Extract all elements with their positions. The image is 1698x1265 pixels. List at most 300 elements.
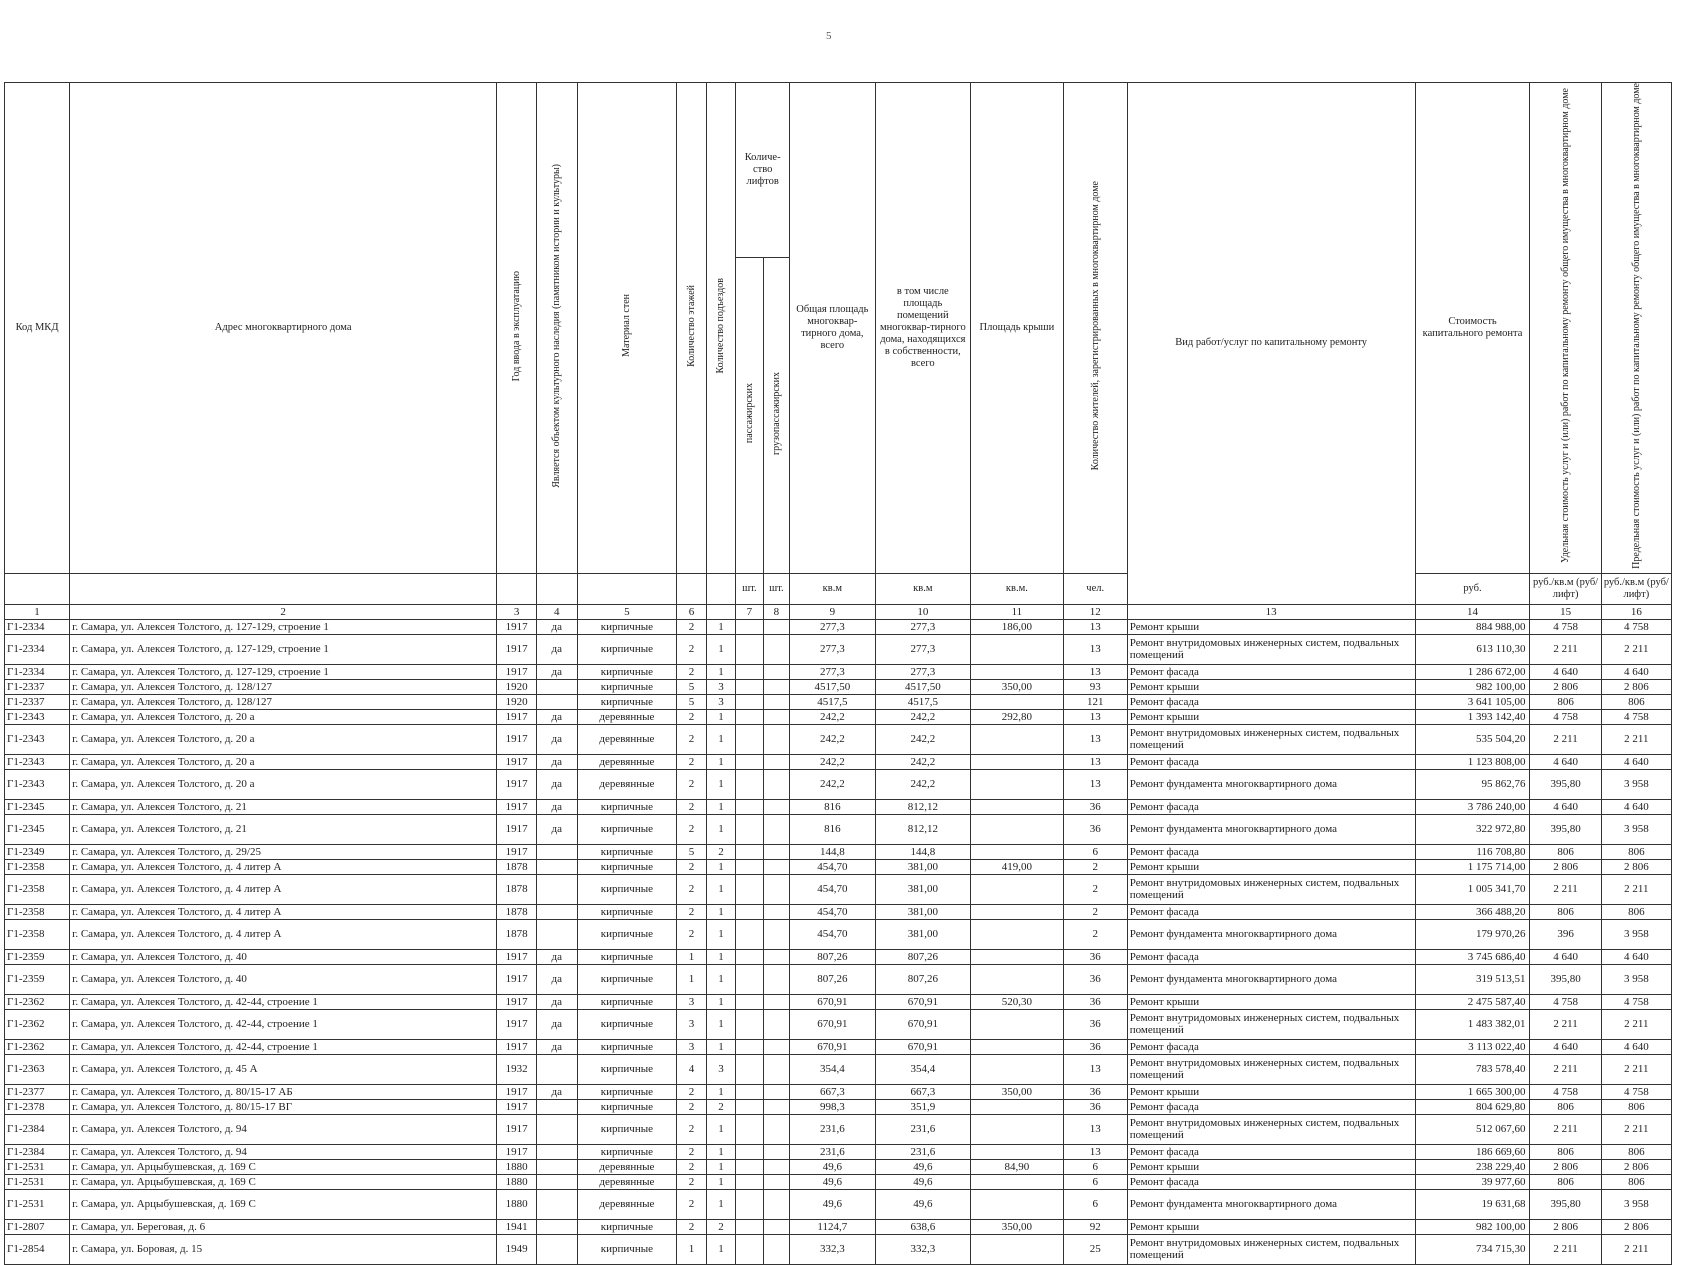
cell-owned-area: 381,00: [875, 859, 971, 874]
cell-floors: 5: [677, 844, 706, 859]
cell-cost: 1 483 382,01: [1415, 1009, 1530, 1039]
cell-lifts-pass: [736, 1099, 763, 1114]
cell-work-type: Ремонт фундамента многоквартирного дома: [1127, 964, 1415, 994]
cell-entrances: 1: [706, 904, 735, 919]
unit-lifts-pass: шт.: [736, 573, 763, 604]
table-row: [5, 799, 1672, 814]
cell-year: 1917: [497, 964, 537, 994]
cell-mkd-code: Г1-2345: [5, 799, 70, 814]
cell-entrances: 2: [706, 1219, 735, 1234]
cell-total-area: 807,26: [790, 949, 875, 964]
cell-lifts-pass: [736, 1234, 763, 1264]
cell-cost: 179 970,26: [1415, 919, 1530, 949]
cell-work-type: Ремонт фасада: [1127, 1099, 1415, 1114]
cell-total-area: 49,6: [790, 1159, 875, 1174]
header-work: Вид работ/услуг по капитальному ремонту: [1127, 83, 1415, 605]
cell-owned-area: 812,12: [875, 814, 971, 844]
header-owned-area: в том числе площадь помещений многоквар-тирного дома, находящихся в собственности, всего: [875, 83, 971, 574]
cell-lifts-cargo: [763, 634, 789, 664]
cell-roof-area: 186,00: [971, 619, 1064, 634]
cell-work-type: Ремонт фасада: [1127, 754, 1415, 769]
cell-limit-cost: 4 758: [1601, 994, 1671, 1009]
cell-heritage: да: [536, 1084, 577, 1099]
cell-lifts-pass: [736, 724, 763, 754]
table-row: [5, 1234, 1672, 1264]
cell-lifts-pass: [736, 1009, 763, 1039]
cell-address: г. Самара, ул. Арцыбушевская, д. 169 С: [70, 1189, 497, 1219]
cell-residents: 36: [1063, 1084, 1127, 1099]
cell-year: 1917: [497, 799, 537, 814]
cell-entrances: 1: [706, 709, 735, 724]
cell-residents: 36: [1063, 1009, 1127, 1039]
cell-mkd-code: Г1-2343: [5, 709, 70, 724]
unit-total-area: кв.м: [790, 573, 875, 604]
cell-floors: 2: [677, 814, 706, 844]
table-row: [5, 1159, 1672, 1174]
cell-roof-area: [971, 634, 1064, 664]
cell-mkd-code: Г1-2358: [5, 874, 70, 904]
cell-unit-cost: 4 758: [1530, 709, 1601, 724]
cell-work-type: Ремонт внутридомовых инженерных систем, подвальных помещений: [1127, 874, 1415, 904]
cell-roof-area: [971, 664, 1064, 679]
cell-lifts-pass: [736, 754, 763, 769]
cell-wall-material: деревянные: [577, 1174, 677, 1189]
cell-work-type: Ремонт внутридомовых инженерных систем, подвальных помещений: [1127, 1009, 1415, 1039]
cell-total-area: 144,8: [790, 844, 875, 859]
cell-mkd-code: Г1-2362: [5, 994, 70, 1009]
cell-residents: 36: [1063, 814, 1127, 844]
cell-entrances: 1: [706, 1174, 735, 1189]
cell-unit-cost: 395,80: [1530, 1189, 1601, 1219]
cell-mkd-code: Г1-2337: [5, 694, 70, 709]
cell-total-area: 242,2: [790, 754, 875, 769]
cell-mkd-code: Г1-2349: [5, 844, 70, 859]
cell-roof-area: [971, 724, 1064, 754]
table-row: [5, 1099, 1672, 1114]
header-cost: Стоимость капитального ремонта: [1415, 83, 1530, 574]
cell-limit-cost: 4 640: [1601, 799, 1671, 814]
cell-heritage: да: [536, 709, 577, 724]
cell-owned-area: 231,6: [875, 1144, 971, 1159]
cell-total-area: 231,6: [790, 1114, 875, 1144]
cell-wall-material: кирпичные: [577, 1009, 677, 1039]
cell-residents: 13: [1063, 1144, 1127, 1159]
cell-lifts-pass: [736, 709, 763, 724]
cell-cost: 982 100,00: [1415, 679, 1530, 694]
page-number: 5: [826, 30, 832, 42]
cell-mkd-code: Г1-2363: [5, 1054, 70, 1084]
cell-owned-area: 231,6: [875, 1114, 971, 1144]
cell-roof-area: [971, 754, 1064, 769]
cell-cost: 238 229,40: [1415, 1159, 1530, 1174]
cell-lifts-cargo: [763, 964, 789, 994]
cell-roof-area: [971, 874, 1064, 904]
unit-lifts-cargo: шт.: [763, 573, 789, 604]
header-lifts-cargo: грузопассажирских: [770, 372, 782, 456]
column-number: 8: [763, 604, 789, 619]
cell-work-type: Ремонт фасада: [1127, 904, 1415, 919]
cell-floors: 5: [677, 679, 706, 694]
column-number: 12: [1063, 604, 1127, 619]
cell-mkd-code: Г1-2334: [5, 619, 70, 634]
cell-floors: 2: [677, 709, 706, 724]
column-number: 15: [1530, 604, 1601, 619]
column-number: 16: [1601, 604, 1671, 619]
cell-lifts-cargo: [763, 1189, 789, 1219]
cell-owned-area: 242,2: [875, 709, 971, 724]
capital-repair-table: [4, 82, 1672, 1265]
cell-roof-area: 350,00: [971, 1084, 1064, 1099]
cell-limit-cost: 4 640: [1601, 754, 1671, 769]
unit-limit-cost: руб./кв.м (руб/лифт): [1601, 573, 1671, 604]
cell-owned-area: 4517,5: [875, 694, 971, 709]
cell-work-type: Ремонт крыши: [1127, 1084, 1415, 1099]
cell-residents: 2: [1063, 904, 1127, 919]
cell-unit-cost: 2 211: [1530, 1234, 1601, 1264]
cell-limit-cost: 3 958: [1601, 919, 1671, 949]
cell-work-type: Ремонт внутридомовых инженерных систем, подвальных помещений: [1127, 1234, 1415, 1264]
cell-lifts-cargo: [763, 664, 789, 679]
cell-wall-material: кирпичные: [577, 964, 677, 994]
cell-work-type: Ремонт внутридомовых инженерных систем, подвальных помещений: [1127, 1114, 1415, 1144]
cell-cost: 1 123 808,00: [1415, 754, 1530, 769]
cell-limit-cost: 4 758: [1601, 619, 1671, 634]
cell-lifts-pass: [736, 919, 763, 949]
cell-entrances: 1: [706, 1009, 735, 1039]
cell-entrances: 1: [706, 724, 735, 754]
header-residents: Количество жителей, зарегистрированных в многоквартирном доме: [1089, 181, 1101, 471]
column-number: 5: [577, 604, 677, 619]
cell-work-type: Ремонт фасада: [1127, 949, 1415, 964]
cell-year: 1917: [497, 1084, 537, 1099]
cell-total-area: 670,91: [790, 1009, 875, 1039]
cell-address: г. Самара, ул. Алексея Толстого, д. 45 А: [70, 1054, 497, 1084]
cell-address: г. Самара, ул. Алексея Толстого, д. 80/15-17 АБ: [70, 1084, 497, 1099]
table-row: [5, 769, 1672, 799]
cell-entrances: 1: [706, 964, 735, 994]
cell-entrances: 1: [706, 919, 735, 949]
cell-unit-cost: 396: [1530, 919, 1601, 949]
cell-address: г. Самара, ул. Алексея Толстого, д. 80/15-17 ВГ: [70, 1099, 497, 1114]
cell-roof-area: [971, 1009, 1064, 1039]
cell-wall-material: кирпичные: [577, 619, 677, 634]
cell-roof-area: [971, 1114, 1064, 1144]
table-row: [5, 919, 1672, 949]
cell-entrances: 1: [706, 664, 735, 679]
cell-address: г. Самара, ул. Алексея Толстого, д. 4 литер А: [70, 859, 497, 874]
cell-lifts-pass: [736, 1144, 763, 1159]
cell-address: г. Самара, ул. Алексея Толстого, д. 20 а: [70, 724, 497, 754]
cell-residents: 13: [1063, 709, 1127, 724]
cell-roof-area: [971, 904, 1064, 919]
table-row: [5, 814, 1672, 844]
cell-residents: 6: [1063, 844, 1127, 859]
cell-heritage: [536, 1219, 577, 1234]
cell-floors: 2: [677, 1114, 706, 1144]
cell-unit-cost: 806: [1530, 1099, 1601, 1114]
cell-cost: 3 113 022,40: [1415, 1039, 1530, 1054]
table-row: [5, 1054, 1672, 1084]
cell-year: 1917: [497, 634, 537, 664]
cell-lifts-cargo: [763, 754, 789, 769]
cell-mkd-code: Г1-2343: [5, 769, 70, 799]
cell-lifts-cargo: [763, 679, 789, 694]
cell-address: г. Самара, ул. Береговая, д. 6: [70, 1219, 497, 1234]
cell-lifts-cargo: [763, 1234, 789, 1264]
cell-owned-area: 807,26: [875, 949, 971, 964]
cell-total-area: 667,3: [790, 1084, 875, 1099]
cell-entrances: 1: [706, 1234, 735, 1264]
cell-owned-area: 381,00: [875, 919, 971, 949]
cell-heritage: да: [536, 994, 577, 1009]
table-row: [5, 844, 1672, 859]
cell-roof-area: [971, 964, 1064, 994]
unit-owned-area: кв.м: [875, 573, 971, 604]
table-row: [5, 1144, 1672, 1159]
cell-mkd-code: Г1-2345: [5, 814, 70, 844]
cell-lifts-cargo: [763, 814, 789, 844]
cell-entrances: 2: [706, 844, 735, 859]
cell-lifts-cargo: [763, 1219, 789, 1234]
cell-residents: 13: [1063, 724, 1127, 754]
cell-floors: 2: [677, 904, 706, 919]
cell-entrances: 1: [706, 799, 735, 814]
cell-address: г. Самара, ул. Алексея Толстого, д. 20 а: [70, 709, 497, 724]
cell-work-type: Ремонт крыши: [1127, 709, 1415, 724]
header-floors: Количество этажей: [685, 284, 697, 367]
cell-roof-area: [971, 1099, 1064, 1114]
cell-lifts-pass: [736, 1084, 763, 1099]
cell-cost: 613 110,30: [1415, 634, 1530, 664]
cell-cost: 783 578,40: [1415, 1054, 1530, 1084]
cell-work-type: Ремонт крыши: [1127, 994, 1415, 1009]
cell-lifts-cargo: [763, 1114, 789, 1144]
table-row: [5, 1189, 1672, 1219]
cell-entrances: 1: [706, 994, 735, 1009]
cell-work-type: Ремонт фасада: [1127, 664, 1415, 679]
cell-year: 1917: [497, 949, 537, 964]
header-roof-area: Площадь крыши: [971, 83, 1064, 574]
cell-owned-area: 242,2: [875, 769, 971, 799]
cell-heritage: да: [536, 799, 577, 814]
cell-total-area: 816: [790, 814, 875, 844]
cell-residents: 36: [1063, 799, 1127, 814]
cell-wall-material: кирпичные: [577, 1084, 677, 1099]
cell-roof-area: 84,90: [971, 1159, 1064, 1174]
cell-roof-area: [971, 919, 1064, 949]
cell-heritage: [536, 1159, 577, 1174]
cell-heritage: да: [536, 814, 577, 844]
cell-lifts-pass: [736, 874, 763, 904]
cell-limit-cost: 2 806: [1601, 679, 1671, 694]
cell-cost: 1 286 672,00: [1415, 664, 1530, 679]
cell-wall-material: кирпичные: [577, 919, 677, 949]
cell-floors: 3: [677, 994, 706, 1009]
cell-owned-area: 351,9: [875, 1099, 971, 1114]
cell-heritage: [536, 859, 577, 874]
cell-owned-area: 381,00: [875, 874, 971, 904]
cell-entrances: 1: [706, 1144, 735, 1159]
cell-cost: 186 669,60: [1415, 1144, 1530, 1159]
cell-heritage: [536, 1054, 577, 1084]
cell-heritage: [536, 904, 577, 919]
cell-cost: 3 745 686,40: [1415, 949, 1530, 964]
cell-address: г. Самара, ул. Алексея Толстого, д. 40: [70, 949, 497, 964]
cell-work-type: Ремонт крыши: [1127, 619, 1415, 634]
table-row: [5, 679, 1672, 694]
cell-wall-material: деревянные: [577, 754, 677, 769]
cell-lifts-cargo: [763, 1054, 789, 1084]
cell-mkd-code: Г1-2854: [5, 1234, 70, 1264]
cell-unit-cost: 2 806: [1530, 679, 1601, 694]
cell-total-area: 231,6: [790, 1144, 875, 1159]
cell-wall-material: деревянные: [577, 769, 677, 799]
cell-entrances: 1: [706, 859, 735, 874]
header-limit-cost: Предельная стоимость услуг и (или) работ по капитальному ремонту общего имущества в многоквартирном доме: [1630, 83, 1642, 569]
cell-work-type: Ремонт крыши: [1127, 1219, 1415, 1234]
cell-unit-cost: 4 758: [1530, 994, 1601, 1009]
column-number: 3: [497, 604, 537, 619]
cell-address: г. Самара, ул. Алексея Толстого, д. 29/25: [70, 844, 497, 859]
cell-owned-area: 242,2: [875, 754, 971, 769]
cell-address: г. Самара, ул. Алексея Толстого, д. 128/127: [70, 679, 497, 694]
cell-residents: 6: [1063, 1159, 1127, 1174]
cell-wall-material: кирпичные: [577, 799, 677, 814]
cell-roof-area: [971, 1189, 1064, 1219]
cell-mkd-code: Г1-2337: [5, 679, 70, 694]
cell-total-area: 454,70: [790, 874, 875, 904]
table-row: [5, 634, 1672, 664]
cell-limit-cost: 2 211: [1601, 1114, 1671, 1144]
cell-lifts-cargo: [763, 874, 789, 904]
cell-unit-cost: 4 758: [1530, 1084, 1601, 1099]
cell-limit-cost: 4 640: [1601, 664, 1671, 679]
cell-heritage: [536, 844, 577, 859]
cell-heritage: да: [536, 1039, 577, 1054]
cell-address: г. Самара, ул. Алексея Толстого, д. 127-129, строение 1: [70, 664, 497, 679]
cell-floors: 2: [677, 1174, 706, 1189]
cell-cost: 734 715,30: [1415, 1234, 1530, 1264]
cell-total-area: 4517,5: [790, 694, 875, 709]
cell-work-type: Ремонт фасада: [1127, 694, 1415, 709]
cell-year: 1920: [497, 694, 537, 709]
cell-floors: 1: [677, 964, 706, 994]
cell-lifts-pass: [736, 1174, 763, 1189]
cell-wall-material: деревянные: [577, 709, 677, 724]
cell-wall-material: кирпичные: [577, 634, 677, 664]
cell-heritage: да: [536, 769, 577, 799]
cell-limit-cost: 3 958: [1601, 964, 1671, 994]
cell-wall-material: кирпичные: [577, 1234, 677, 1264]
cell-lifts-cargo: [763, 709, 789, 724]
cell-year: 1917: [497, 814, 537, 844]
cell-work-type: Ремонт фундамента многоквартирного дома: [1127, 919, 1415, 949]
cell-floors: 2: [677, 1219, 706, 1234]
cell-limit-cost: 2 211: [1601, 634, 1671, 664]
cell-wall-material: кирпичные: [577, 1114, 677, 1144]
cell-address: г. Самара, ул. Алексея Толстого, д. 4 литер А: [70, 904, 497, 919]
cell-wall-material: кирпичные: [577, 1219, 677, 1234]
cell-address: г. Самара, ул. Алексея Толстого, д. 42-44, строение 1: [70, 994, 497, 1009]
cell-cost: 535 504,20: [1415, 724, 1530, 754]
cell-address: г. Самара, ул. Алексея Толстого, д. 128/127: [70, 694, 497, 709]
cell-lifts-cargo: [763, 994, 789, 1009]
cell-wall-material: кирпичные: [577, 679, 677, 694]
cell-roof-area: [971, 844, 1064, 859]
cell-owned-area: 49,6: [875, 1189, 971, 1219]
cell-year: 1917: [497, 1009, 537, 1039]
cell-heritage: да: [536, 634, 577, 664]
cell-floors: 1: [677, 1234, 706, 1264]
cell-entrances: 1: [706, 754, 735, 769]
cell-limit-cost: 806: [1601, 1099, 1671, 1114]
cell-address: г. Самара, ул. Алексея Толстого, д. 4 литер А: [70, 919, 497, 949]
cell-total-area: 816: [790, 799, 875, 814]
cell-entrances: 1: [706, 949, 735, 964]
cell-year: 1878: [497, 874, 537, 904]
cell-mkd-code: Г1-2359: [5, 964, 70, 994]
cell-cost: 1 175 714,00: [1415, 859, 1530, 874]
cell-unit-cost: 806: [1530, 694, 1601, 709]
unit-cost: руб.: [1415, 573, 1530, 604]
column-numbers-row: [5, 604, 1672, 619]
cell-entrances: 1: [706, 769, 735, 799]
cell-wall-material: кирпичные: [577, 904, 677, 919]
cell-address: г. Самара, ул. Алексея Толстого, д. 42-44, строение 1: [70, 1039, 497, 1054]
cell-address: г. Самара, ул. Алексея Толстого, д. 127-129, строение 1: [70, 619, 497, 634]
cell-total-area: 454,70: [790, 859, 875, 874]
cell-cost: 39 977,60: [1415, 1174, 1530, 1189]
cell-roof-area: 419,00: [971, 859, 1064, 874]
cell-lifts-pass: [736, 1159, 763, 1174]
cell-total-area: 1124,7: [790, 1219, 875, 1234]
cell-heritage: [536, 679, 577, 694]
cell-year: 1880: [497, 1189, 537, 1219]
cell-mkd-code: Г1-2531: [5, 1174, 70, 1189]
cell-year: 1917: [497, 724, 537, 754]
cell-lifts-cargo: [763, 1159, 789, 1174]
cell-limit-cost: 2 806: [1601, 859, 1671, 874]
cell-limit-cost: 2 211: [1601, 1054, 1671, 1084]
cell-residents: 13: [1063, 769, 1127, 799]
cell-cost: 512 067,60: [1415, 1114, 1530, 1144]
cell-roof-area: 520,30: [971, 994, 1064, 1009]
cell-lifts-pass: [736, 1039, 763, 1054]
cell-year: 1878: [497, 859, 537, 874]
cell-work-type: Ремонт внутридомовых инженерных систем, подвальных помещений: [1127, 1054, 1415, 1084]
table-row: [5, 1009, 1672, 1039]
cell-address: г. Самара, ул. Алексея Толстого, д. 40: [70, 964, 497, 994]
cell-year: 1917: [497, 1039, 537, 1054]
cell-heritage: да: [536, 964, 577, 994]
cell-unit-cost: 4 640: [1530, 949, 1601, 964]
cell-heritage: да: [536, 949, 577, 964]
cell-mkd-code: Г1-2531: [5, 1159, 70, 1174]
cell-year: 1917: [497, 1099, 537, 1114]
cell-heritage: [536, 1174, 577, 1189]
table-row: [5, 709, 1672, 724]
cell-entrances: 1: [706, 814, 735, 844]
cell-lifts-pass: [736, 1189, 763, 1219]
cell-limit-cost: 4 640: [1601, 949, 1671, 964]
column-number: 11: [971, 604, 1064, 619]
cell-floors: 2: [677, 859, 706, 874]
cell-lifts-cargo: [763, 769, 789, 799]
cell-heritage: да: [536, 724, 577, 754]
cell-floors: 2: [677, 1189, 706, 1219]
cell-roof-area: [971, 1039, 1064, 1054]
cell-work-type: Ремонт фасада: [1127, 1144, 1415, 1159]
